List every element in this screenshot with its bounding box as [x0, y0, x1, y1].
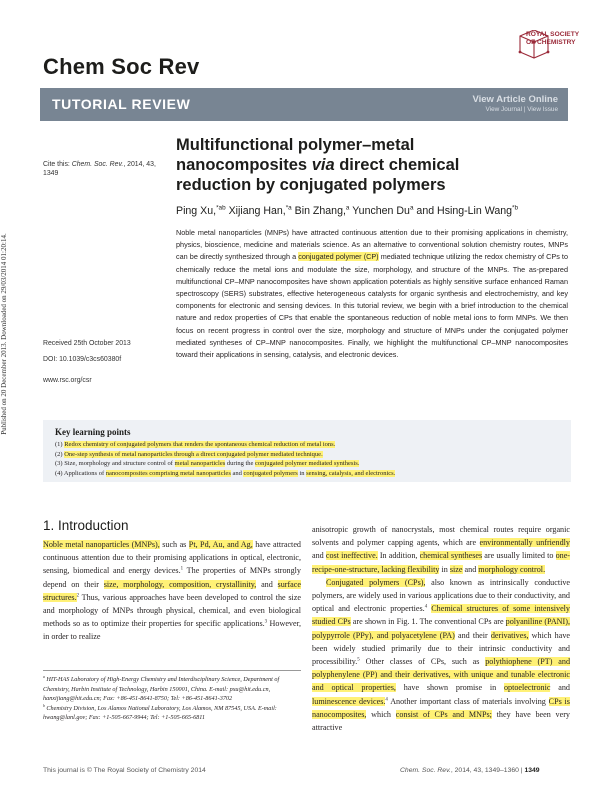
- highlight: one-recipe-one-structure, lacking flexibility: [312, 551, 571, 574]
- item-text: Size, morphology and structure control of: [64, 460, 175, 468]
- author-list: [176, 205, 518, 217]
- item-number: (2): [55, 450, 65, 458]
- doi[interactable]: DOI: 10.1039/c3cs60380f: [43, 356, 122, 363]
- body-text: and: [256, 579, 278, 589]
- author-affil: *ab: [216, 204, 226, 212]
- item-text: during the: [225, 460, 256, 468]
- rsc-logo-line: ROYAL SOCIETY: [526, 31, 580, 38]
- highlight: nanocomposites comprising metal nanoparticles: [105, 469, 231, 477]
- body-text: which: [366, 709, 396, 719]
- item-text: and: [230, 469, 244, 477]
- highlight: surface structures.: [43, 579, 302, 602]
- body-text: and: [462, 564, 479, 574]
- highlight: CPs is nanocomposites,: [312, 696, 570, 719]
- highlight: size, morphology, composition, crystallinity,: [103, 579, 257, 589]
- highlight: size: [449, 564, 463, 574]
- publication-stamp: [0, 170, 11, 500]
- citation[interactable]: 4: [424, 604, 428, 610]
- body-text: and: [550, 683, 570, 693]
- body-text: Other classes of CPs, such as: [359, 657, 486, 667]
- footer-volume: , 2014, 43, 1349–1360: [450, 767, 519, 774]
- list-item: [55, 459, 395, 469]
- body-text: have shown promise in: [395, 683, 504, 693]
- highlight: morphology control.: [478, 564, 546, 574]
- highlight: cost ineffective.: [325, 551, 378, 561]
- body-text: they have been very attractive: [312, 709, 570, 733]
- received-date: Received 25th October 2013: [43, 340, 131, 347]
- highlight: environmentally unfriendly: [479, 538, 570, 548]
- body-text: also known as intrinsically conductive polymers, are widely used in various applications due to their conductivity, and optical and electronic properties.: [312, 577, 570, 614]
- author-affil: *b: [512, 204, 519, 212]
- article-type-label: TUTORIAL REVIEW: [52, 96, 191, 112]
- view-journal-issue-links[interactable]: View Journal | View Issue: [485, 106, 558, 113]
- body-text: anisotropic growth of nanocrystals, most chemical routes require organic solvents and polymer capping agents, which are: [312, 525, 570, 548]
- author-affil: a: [345, 204, 350, 212]
- affil-text: Chemistry Division, Los Alamos National Laboratory, Los Alamos, NM 87545, USA. E-mail: hwang@lanl.gov; Fax: +1-505-667-9944; Tel: +1-505-665-6811: [43, 704, 277, 722]
- author-name: Yunchen Du: [349, 205, 410, 217]
- journal-title: Chem Soc Rev: [43, 54, 200, 79]
- title-part: Multifunctional polymer–metal nanocomposites: [176, 136, 415, 174]
- author-name: Bin Zhang,: [291, 205, 346, 217]
- list-item: [55, 450, 395, 460]
- body-text: such as: [159, 540, 189, 549]
- highlight: consist of CPs and MNPs;: [395, 709, 492, 719]
- footer-copyright: This journal is © The Royal Society of Chemistry 2014: [43, 767, 206, 774]
- body-text: and: [312, 551, 326, 561]
- cite-journal: Chem. Soc. Rev.: [71, 161, 124, 168]
- body-column-left: [43, 538, 301, 644]
- body-text: Thus, various approaches have been developed to control the size and morphology of MNPs through physical, chemical, and even biological methods so as to optimize their properties for specific applications.: [43, 592, 301, 629]
- highlight: derivatives,: [490, 630, 529, 640]
- highlight: sensing, catalysis, and electronics.: [306, 469, 396, 477]
- highlight: Chemical structures of some intensively studied CPs: [312, 604, 570, 627]
- affil-marker: b: [43, 703, 45, 708]
- body-text: The properties of MNPs strongly depend on their: [43, 566, 301, 589]
- body-text: in: [439, 564, 450, 574]
- author-name: Xijiang Han,: [225, 205, 286, 217]
- author-affil: a: [409, 204, 414, 212]
- paragraph: [312, 523, 570, 576]
- body-text: In addition,: [377, 551, 420, 561]
- body-column-right: [312, 523, 570, 734]
- highlight: chemical syntheses: [419, 551, 483, 561]
- publication-stamp-text: Published on 20 December 2013. Downloaded on 29/03/2014 01:20:14.: [0, 233, 8, 435]
- item-text: Applications of: [63, 469, 106, 477]
- highlight: polyaniline (PANI), polypyrrole (PPy), and polyacetylene (PA): [312, 617, 570, 640]
- highlight: polythiophene (PT) and polyphenylene (PP) and their derivatives, with unique and tunable electronic and optical properties,: [312, 657, 571, 693]
- body-text: Another important class of materials involving: [387, 696, 549, 706]
- view-article-online-link[interactable]: View Article Online: [472, 94, 558, 105]
- article-type-banner: [40, 88, 568, 121]
- affiliations: [43, 675, 301, 723]
- affil-text: HIT-HAS Laboratory of High-Energy Chemistry and Interdisciplinary Science, Department of Chemistry, Harbin Institute of Technology, Harbin 150001, China. E-mail: pxu@hit.edu.cn, hanxijiang@hit.edu.cn; Fax: +86-451-8641-8750; Tel: +86-451-8641-3702: [43, 676, 280, 703]
- body-text: which have been widely studied primarily due to their intrinsic conductivity and processibility.: [312, 630, 570, 667]
- section-heading: 1. Introduction: [43, 518, 129, 533]
- affiliation: [43, 675, 301, 704]
- highlight: Pt, Pd, Au, and Ag,: [188, 540, 253, 549]
- highlight: conjugated polymer (CP): [298, 252, 379, 262]
- cite-this: [43, 160, 171, 178]
- item-number: (1): [55, 441, 65, 448]
- footer-journal: Chem. Soc. Rev.: [400, 767, 451, 774]
- cite-rest: , 2014, 43, 1349: [43, 161, 156, 177]
- cite-label: Cite this:: [43, 161, 72, 168]
- key-learning-points-box: [43, 420, 571, 482]
- affiliation-divider: [43, 670, 301, 671]
- citation[interactable]: 5: [357, 657, 360, 663]
- citation[interactable]: 2: [76, 593, 80, 599]
- title-part-italic: via: [311, 156, 335, 174]
- highlight: conjugated polymers: [243, 469, 298, 477]
- abstract-text: mediated technique utilizing the redox chemistry of CPs to chemically reduce the metal ions and modulate the size, morphology, and structure of the MNPs. The as-prepared multifunctional CP–MNP nanocomposites have shown application potentials as highly sensitive surface enhanced Raman spectroscopy (SERS) substrates, effective heterogeneous catalysts for organic synthesis and electrochemistry, and key components for electronic and sensing devices. In this tutorial review, we begin with a brief introduction to the chemical nature and redox properties of CPs that enable the spontaneous reduction of noble metal ions to form MNPs. We then focus on recent progress in control over the size, morphology and structure of MNPs under the conjugated polymer mediated syntheses of CP–MNP nanocomposites. Finally, we highlight the multifunctional CP–MNP nanocomposites toward their applications in sensing, catalysis, and electronic devices.: [176, 252, 568, 360]
- highlight: One-step synthesis of metal nanoparticles through a direct conjugated polymer mediated technique.: [64, 450, 323, 458]
- author-name: Ping Xu,: [176, 205, 217, 217]
- affil-marker: a: [43, 674, 45, 679]
- journal-website-link[interactable]: www.rsc.org/csr: [43, 377, 92, 384]
- item-number: (3): [55, 460, 65, 468]
- highlight: metal nanoparticles: [174, 460, 226, 468]
- rsc-logo-line: OF CHEMISTRY: [526, 39, 576, 47]
- highlight: Conjugated polymers (CPs),: [326, 577, 426, 587]
- body-text: and their: [454, 630, 491, 640]
- body-text: However, in order to realize: [43, 619, 302, 642]
- item-text: in: [297, 469, 307, 477]
- body-text: are usually limited to: [482, 551, 556, 561]
- abstract: [176, 227, 568, 361]
- article-title: [176, 135, 536, 195]
- rsc-logo-text: [526, 31, 586, 47]
- highlight: Redox chemistry of conjugated polymers that renders the spontaneous chemical reduction of metal ions.: [64, 441, 336, 448]
- highlight: conjugated polymer mediated synthesis.: [255, 460, 360, 468]
- citation[interactable]: 4: [385, 696, 388, 702]
- page-number: 1349: [524, 767, 540, 774]
- citation[interactable]: 3: [264, 619, 268, 625]
- author-affil: *a: [285, 204, 292, 212]
- paragraph: [312, 576, 570, 734]
- affiliation: [43, 704, 301, 723]
- citation[interactable]: 1: [180, 566, 184, 572]
- banner-links: [472, 94, 558, 113]
- item-number: (4): [55, 469, 64, 477]
- abstract-text: Noble metal nanoparticles (MNPs) have attracted continuous attention due to their promising applications in chemistry, physics, bioscience, medicine and materials science. As an alternative to conventional solution chemistry routes, MNPs can be directly synthesized through a: [176, 228, 568, 262]
- key-learning-points-title: Key learning points: [55, 427, 131, 437]
- key-learning-points-list: [55, 440, 395, 478]
- body-text: have attracted continuous attention due to their promising applications in optical, electronic, sensing, biomedical and energy devices.: [43, 540, 301, 576]
- footer-citation: Chem. Soc. Rev., 2014, 43, 1349–1360 | 1349: [400, 767, 540, 774]
- title-part: direct chemical reduction by conjugated polymers: [176, 156, 460, 194]
- highlight: luminescence devices.: [312, 696, 386, 706]
- highlight: optoelectronic: [503, 683, 551, 693]
- body-text: are shown in Fig. 1. The conventional CPs are: [350, 617, 506, 627]
- list-item: [55, 469, 395, 479]
- list-item: [55, 440, 395, 450]
- highlight: Noble metal nanoparticles (MNPs),: [43, 540, 160, 549]
- paragraph: [43, 538, 301, 644]
- author-name: and Hsing-Lin Wang: [413, 205, 513, 217]
